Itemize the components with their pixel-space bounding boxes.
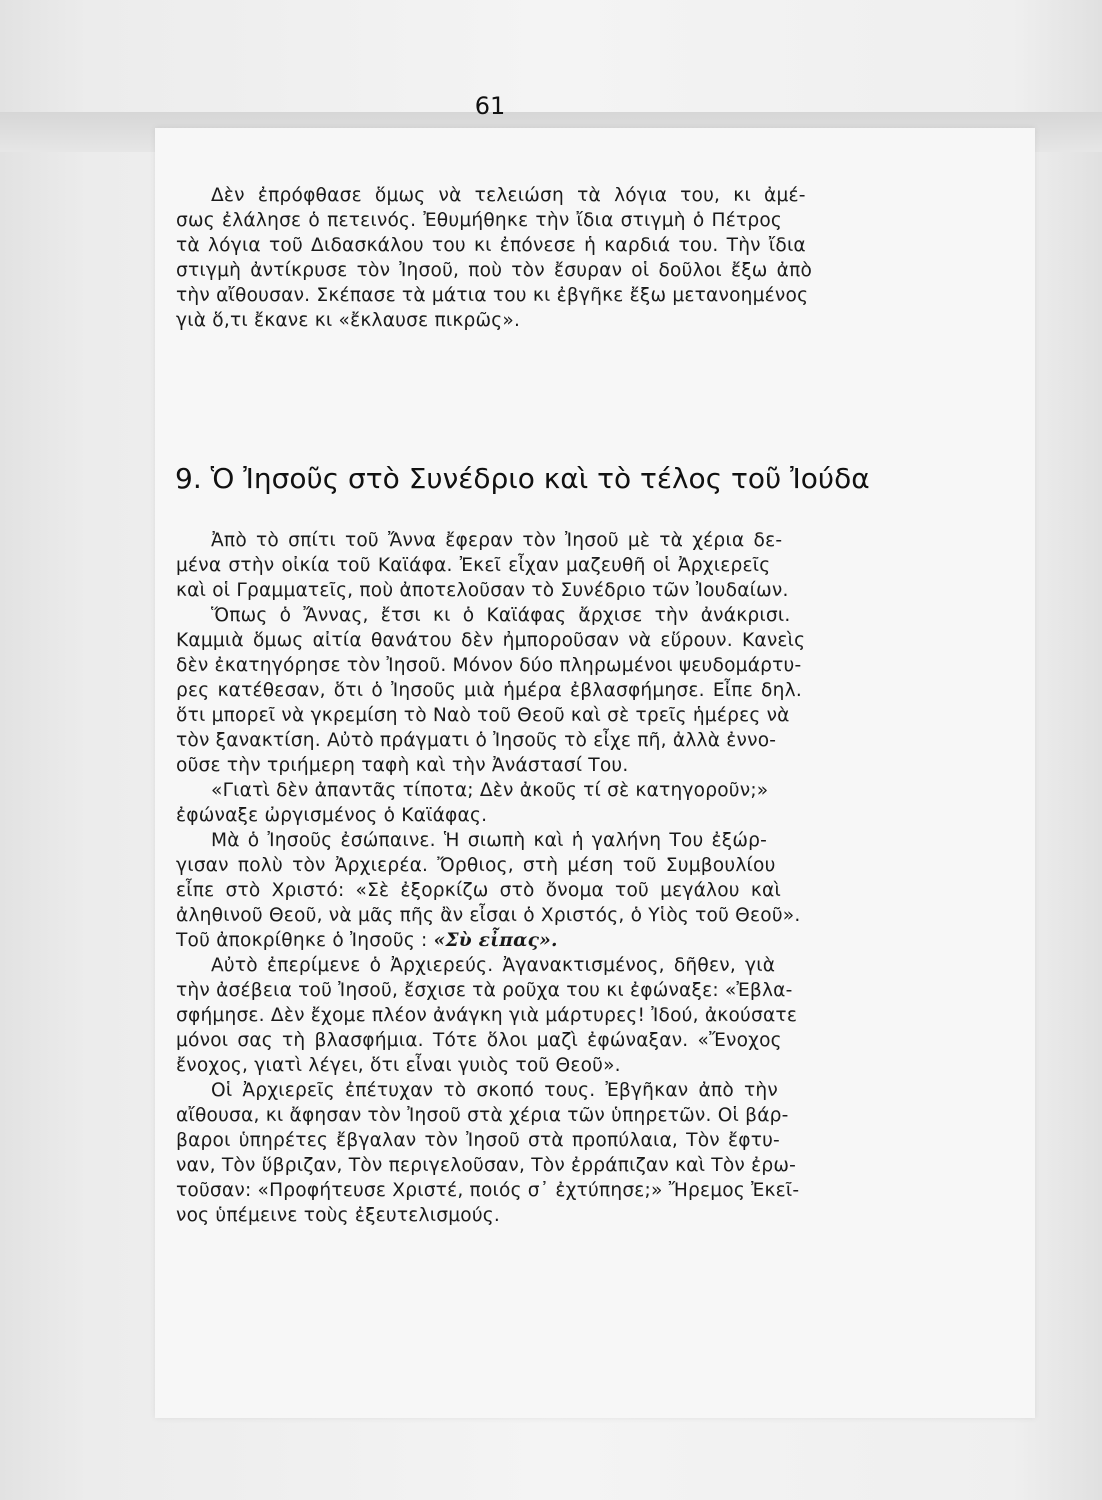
text-line: ναν, Τὸν ὕβριζαν, Τὸν περιγελοῦσαν, Τὸν ἐρράπιζαν καὶ Τὸν ἐρω- bbox=[176, 1155, 797, 1176]
text-line: οῦσε τὴν τριήμερη ταφὴ καὶ τὴν Ἀνάστασί Του. bbox=[176, 755, 629, 776]
text-line: Δὲν ἐπρόφθασε ὅμως νὰ τελειώση τὰ λόγια του, κι ἀμέ- bbox=[211, 185, 806, 206]
reply-intro: Τοῦ ἀποκρίθηκε ὁ Ἰησοῦς : bbox=[176, 930, 428, 951]
text-line: σως ἐλάλησε ὁ πετεινός. Ἐθυμήθηκε τὴν ἴδια στιγμὴ ὁ Πέτρος bbox=[176, 210, 783, 231]
text-line: γιὰ ὅ,τι ἔκανε κι «ἔκλαυσε πικρῶς». bbox=[176, 310, 521, 331]
text-line: γισαν πολὺ τὸν Ἀρχιερέα. Ὄρθιος, στὴ μέση τοῦ Συμβουλίου bbox=[176, 855, 776, 876]
text-line: Μὰ ὁ Ἰησοῦς ἐσώπαινε. Ἡ σιωπὴ καὶ ἡ γαλήνη Του ἐξώρ- bbox=[211, 830, 768, 851]
text-line: στιγμὴ ἀντίκρυσε τὸν Ἰησοῦ, ποὺ τὸν ἔσυραν οἱ δοῦλοι ἔξω ἀπὸ bbox=[176, 260, 813, 281]
text-line: τὸν ξανακτίση. Αὐτὸ πράγματι ὁ Ἰησοῦς τὸ εἶχε πῆ, ἀλλὰ ἐννο- bbox=[176, 730, 777, 751]
text-line: ρες κατέθεσαν, ὅτι ὁ Ἰησοῦς μιὰ ἡμέρα ἐβλασφήμησε. Εἶπε δηλ. bbox=[176, 680, 802, 701]
text-line: νος ὑπέμεινε τοὺς ἐξευτελισμούς. bbox=[176, 1205, 501, 1226]
text-line: Ἀπὸ τὸ σπίτι τοῦ Ἄννα ἔφεραν τὸν Ἰησοῦ μὲ τὰ χέρια δε- bbox=[211, 530, 783, 551]
intro-paragraph bbox=[176, 183, 921, 333]
text-line: τὴν αἴθουσαν. Σκέπασε τὰ μάτια του κι ἐβγῆκε ἔξω μετανοημένος bbox=[176, 285, 809, 306]
text-line: αἴθουσα, κι ἄφησαν τὸν Ἰησοῦ στὰ χέρια τῶν ὑπηρετῶν. Οἱ βάρ- bbox=[176, 1105, 789, 1126]
text-line: μένα στὴν οἰκία τοῦ Καϊάφα. Ἐκεῖ εἶχαν μαζευθῆ οἱ Ἀρχιερεῖς bbox=[176, 555, 771, 576]
text-line: τὰ λόγια τοῦ Διδασκάλου του κι ἐπόνεσε ἡ καρδιά του. Τὴν ἴδια bbox=[176, 235, 806, 256]
text-line: καὶ οἱ Γραμματεῖς, ποὺ ἀποτελοῦσαν τὸ Συνέδριο τῶν Ἰουδαίων. bbox=[176, 580, 789, 601]
text-line: βαροι ὑπηρέτες ἔβγαλαν τὸν Ἰησοῦ στὰ προπύλαια, Τὸν ἔφτυ- bbox=[176, 1130, 780, 1151]
section-heading: 9. Ὁ Ἰησοῦς στὸ Συνέδριο καὶ τὸ τέλος τοῦ Ἰούδα bbox=[175, 462, 870, 495]
text-line: Καμμιὰ ὅμως αἰτία θανάτου δὲν ἠμποροῦσαν νὰ εὕρουν. Κανεὶς bbox=[176, 630, 806, 651]
text-line: μόνοι σας τὴ βλασφήμια. Τότε ὅλοι μαζὶ ἐφώναξαν. «Ἔνοχος bbox=[176, 1030, 782, 1051]
text-line: ἐφώναξε ὠργισμένος ὁ Καϊάφας. bbox=[176, 805, 488, 826]
text-line: εἶπε στὸ Χριστό: «Σὲ ἐξορκίζω στὸ ὄνομα τοῦ μεγάλου καὶ bbox=[176, 880, 781, 901]
text-line: τοῦσαν: «Προφήτευσε Χριστέ, ποιός σ᾽ ἐχτύπησε;» Ἤρεμος Ἐκεῖ- bbox=[176, 1180, 800, 1201]
body-text bbox=[176, 528, 921, 1228]
reply-quote: «Σὺ εἶπας». bbox=[433, 930, 558, 951]
text-line: σφήμησε. Δὲν ἔχομε πλέον ἀνάγκη γιὰ μάρτυρες! Ἰδού, ἀκούσατε bbox=[176, 1005, 798, 1026]
text-line bbox=[176, 928, 921, 953]
page-number: 61 bbox=[474, 92, 506, 120]
text-line: «Γιατὶ δὲν ἀπαντᾶς τίποτα; Δὲν ἀκοῦς τί σὲ κατηγοροῦν;» bbox=[211, 780, 769, 801]
text-line: δὲν ἐκατηγόρησε τὸν Ἰησοῦ. Μόνον δύο πληρωμένοι ψευδομάρτυ- bbox=[176, 655, 802, 676]
text-line: ὅτι μπορεῖ νὰ γκρεμίση τὸ Ναὸ τοῦ Θεοῦ καὶ σὲ τρεῖς ἡμέρες νὰ bbox=[176, 705, 790, 726]
text-line: Αὐτὸ ἐπερίμενε ὁ Ἀρχιερεύς. Ἀγανακτισμένος, δῆθεν, γιὰ bbox=[211, 955, 776, 976]
text-line: τὴν ἀσέβεια τοῦ Ἰησοῦ, ἔσχισε τὰ ροῦχα του κι ἐφώναξε: «Ἐβλα- bbox=[176, 980, 793, 1001]
text-line: Οἱ Ἀρχιερεῖς ἐπέτυχαν τὸ σκοπό τους. Ἐβγῆκαν ἀπὸ τὴν bbox=[211, 1080, 778, 1101]
text-line: ἀληθινοῦ Θεοῦ, νὰ μᾶς πῆς ἂν εἶσαι ὁ Χριστός, ὁ Υἱὸς τοῦ Θεοῦ». bbox=[176, 905, 801, 926]
text-line: ἔνοχος, γιατὶ λέγει, ὅτι εἶναι γυιὸς τοῦ Θεοῦ». bbox=[176, 1055, 621, 1076]
text-line: Ὅπως ὁ Ἄννας, ἔτσι κι ὁ Καϊάφας ἄρχισε τὴν ἀνάκρισι. bbox=[211, 605, 791, 626]
